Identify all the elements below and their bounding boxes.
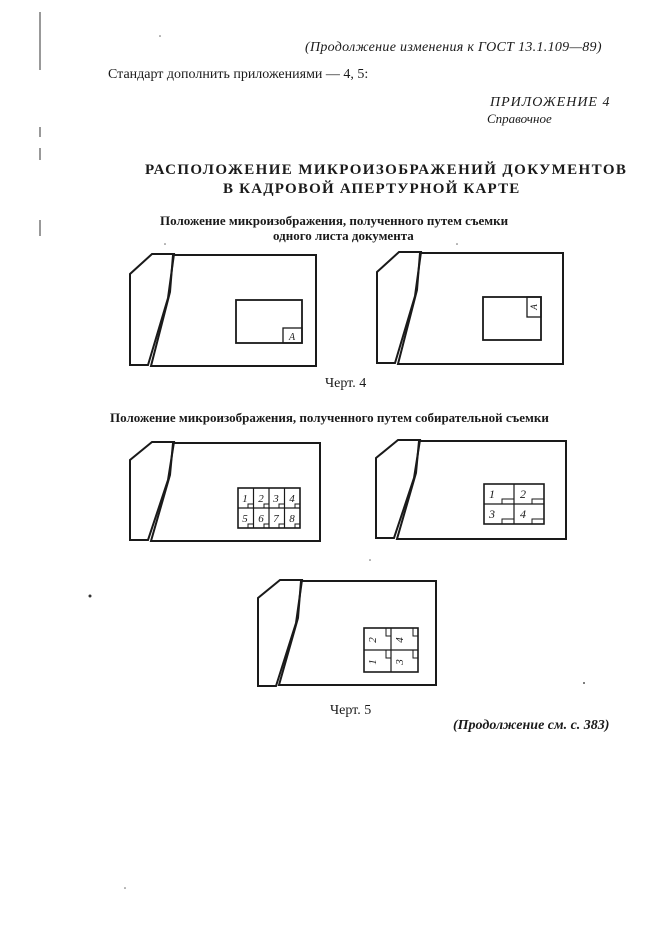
figure-label-5: Черт. 5 xyxy=(330,703,372,718)
intro-text: Стандарт дополнить приложениями — 4, 5: xyxy=(108,67,369,82)
aperture-card-single-2 xyxy=(375,250,567,368)
aperture-card-four-frames-rotated xyxy=(256,578,439,690)
appendix-type: Справочное xyxy=(487,111,552,126)
frame-label: 5 xyxy=(242,513,248,525)
frame-label: 1 xyxy=(489,487,495,501)
frame-label: 3 xyxy=(489,507,495,521)
page-title-line-1: РАСПОЛОЖЕНИЕ МИКРОИЗОБРАЖЕНИЙ ДОКУМЕНТОВ xyxy=(145,162,628,178)
card-mark-label: А xyxy=(288,332,296,343)
section1-caption-line-2: одного листа документа xyxy=(273,228,414,243)
aperture-card-four-frames xyxy=(374,438,570,544)
frame-label: 1 xyxy=(242,493,248,505)
frame-label: 4 xyxy=(289,493,295,505)
aperture-card-eight-frames xyxy=(128,440,324,546)
continuation-header: (Продолжение изменения к ГОСТ 13.1.109—89) xyxy=(305,40,602,55)
appendix-number: ПРИЛОЖЕНИЕ 4 xyxy=(490,95,611,110)
section1-caption-line-1: Положение микроизображения, полученного путем съемки xyxy=(160,213,509,228)
frame-label: 6 xyxy=(258,513,264,525)
continuation-footer: (Продолжение см. с. 383) xyxy=(453,718,610,733)
frame-label: 2 xyxy=(520,487,526,501)
frame-label: 4 xyxy=(394,637,406,643)
frame-label: 1 xyxy=(367,659,379,665)
page-title-line-2: В КАДРОВОЙ АПЕРТУРНОЙ КАРТЕ xyxy=(223,181,521,197)
frame-label: 8 xyxy=(289,513,295,525)
frame-label: 3 xyxy=(394,659,406,665)
card-mark-label: А xyxy=(529,304,539,310)
frame-label: 2 xyxy=(258,493,264,505)
section2-caption: Положение микроизображения, полученного путем собирательной съемки xyxy=(110,410,549,425)
frame-label: 3 xyxy=(273,493,279,505)
frame-label: 7 xyxy=(273,513,279,525)
figure-label-4: Черт. 4 xyxy=(325,376,367,391)
frame-label: 2 xyxy=(367,637,379,643)
aperture-card-single-1 xyxy=(128,252,320,370)
frame-label: 4 xyxy=(520,507,526,521)
